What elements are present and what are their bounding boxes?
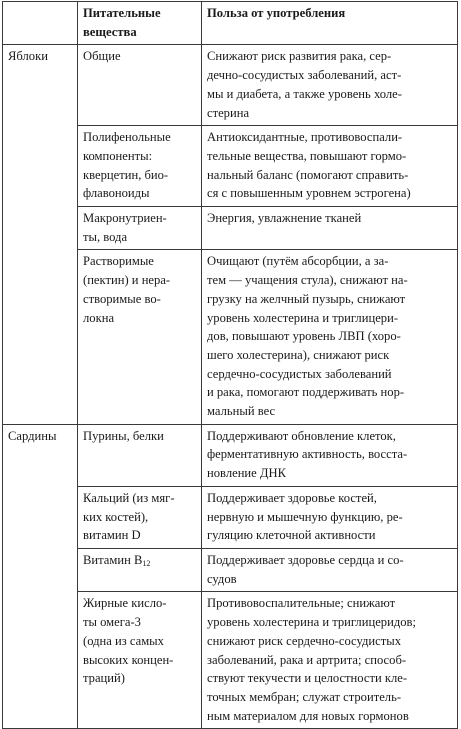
- benefit-cell: Энергия, увлажнение тканей: [202, 207, 458, 250]
- header-benefit-cell: Польза от употребления: [202, 2, 458, 45]
- header-row: [3, 2, 458, 45]
- benefit-cell: Противовоспалительные; снижают уровень холестерина и триглицеридов; снижают риск сердечно-сосудистых заболеваний, рака и артрита; способ- ствуют текучести и целостности кле- точных мембран; служат строитель- ным материалом для новых гормонов: [202, 592, 458, 729]
- vitamin-subscript: 12: [142, 558, 151, 568]
- benefit-cell: Снижают риск развития рака, сер- дечно-сосудистых заболеваний, аст- мы и диабета, а также уровень холе- стерина: [202, 45, 458, 126]
- nutrient-cell: Растворимые (пектин) и нера- створимые во- локна: [78, 250, 202, 424]
- nutrient-cell: Общие: [78, 45, 202, 126]
- benefit-cell: Поддерживает здоровье сердца и со- судов: [202, 548, 458, 591]
- food-name-sardines: Сардины: [3, 424, 78, 729]
- nutrient-cell: Макронутриен- ты, вода: [78, 207, 202, 250]
- benefit-cell: Очищают (путём абсорбции, а за- тем — учащения стула), снижают на- грузку на желчный пузырь, снижают уровень холестерина и триглицери- дов, повышают уровень ЛВП (хоро- шего холестерина), снижают риск сердечно-сосудистых заболеваний и рака, помогают поддерживать нор- мальный вес: [202, 250, 458, 424]
- benefit-cell: Антиоксидантные, противовоспали- тельные вещества, повышают гормо- нальный баланс (помогают справить- ся с повышенным уровнем эстрогена): [202, 126, 458, 207]
- benefit-cell: Поддерживают обновление клеток, ферментативную активность, восста- новление ДНК: [202, 424, 458, 486]
- nutrient-cell: Жирные кисло- ты омега-3 (одна из самых высоких концен- траций): [78, 592, 202, 729]
- food-name-apples: Яблоки: [3, 45, 78, 424]
- nutrient-cell: Пурины, белки: [78, 424, 202, 486]
- header-nutrients-cell: Питательные вещества: [78, 2, 202, 45]
- table-row: [3, 424, 458, 486]
- benefit-cell: Поддерживает здоровье костей, нервную и мышечную функцию, ре- гуляцию клеточной активности: [202, 486, 458, 548]
- nutrient-cell: Полифенольные компоненты: кверцетин, био- флавоноиды: [78, 126, 202, 207]
- nutrient-cell: Кальций (из мяг- ких костей), витамин D: [78, 486, 202, 548]
- nutrition-table: [2, 1, 458, 729]
- nutrient-cell: [78, 548, 202, 591]
- vitamin-b-label: Витамин B: [83, 552, 143, 567]
- table-row: [3, 45, 458, 126]
- header-food-cell: [3, 2, 78, 45]
